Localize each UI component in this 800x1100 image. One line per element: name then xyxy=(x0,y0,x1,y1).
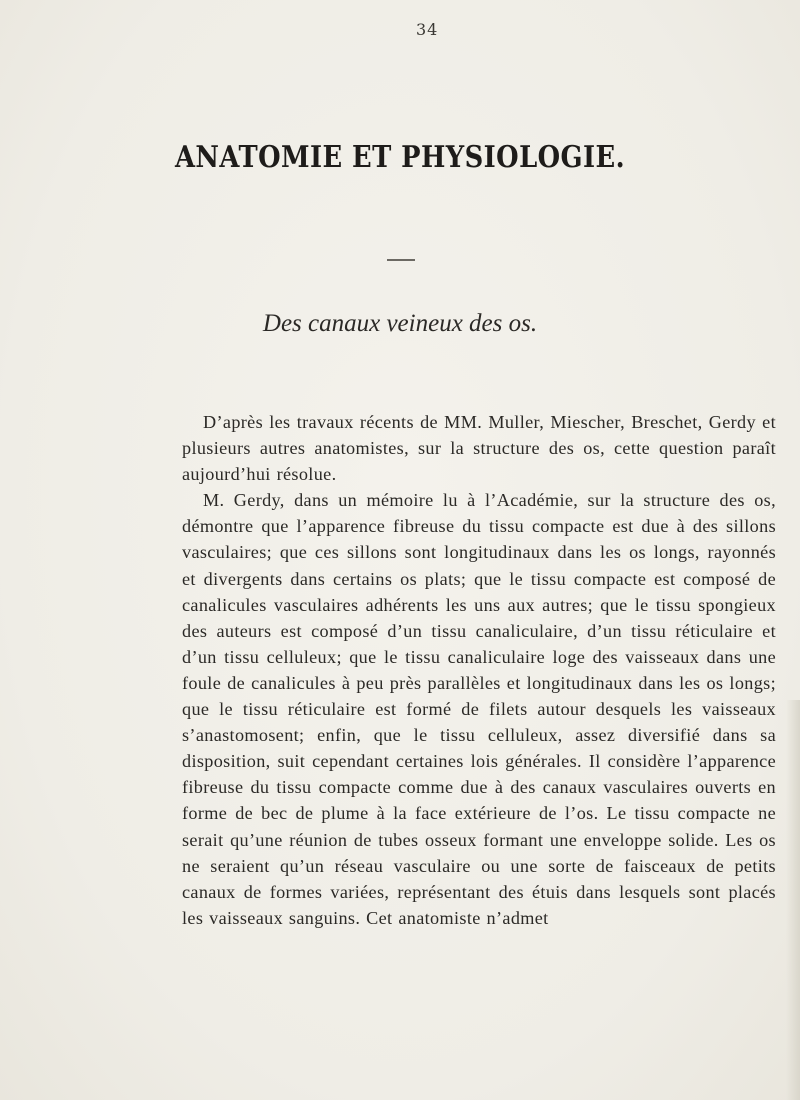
page-number: 34 xyxy=(416,20,439,39)
title-divider xyxy=(387,259,415,261)
article-body xyxy=(182,409,776,931)
article-title: Des canaux veineux des os. xyxy=(262,310,538,337)
paragraph: M. Gerdy, dans un mémoire lu à l’Académie, sur la structure des os, démontre que l’apparence fibreuse du tissu compacte est due à des sillons vasculaires; que ces sillons sont longitudinaux dans les os longs, rayonnés et divergents dans certains os plats; que le tissu compacte est composé de canalicules vasculaires adhérents les uns aux autres; que le tissu spongieux des auteurs est composé d’un tissu canaliculaire, d’un tissu réticulaire et d’un tissu celluleux; que le tissu canaliculaire loge des vaisseaux dans une foule de canalicules à peu près parallèles et longitudinaux dans les os longs; que le tissu réticulaire est formé de filets autour desquels les vaisseaux s’anastomosent; enfin, que le tissu celluleux, assez diversifié dans sa disposition, suit cependant certaines lois générales. Il considère l’apparence fibreuse du tissu compacte comme due à des canaux vasculaires ouverts en forme de bec de plume à la face extérieure de l’os. Le tissu compacte ne serait qu’une réunion de tubes osseux formant une enveloppe solide. Les os ne seraient qu’un réseau vasculaire ou une sorte de faisceaux de petits canaux de formes variées, représentant des étuis dans lesquels sont placés les vaisseaux sanguins. Cet anatomiste n’admet xyxy=(182,490,776,928)
section-title: ANATOMIE ET PHYSIOLOGIE. xyxy=(174,140,626,175)
page-edge-discoloration xyxy=(786,700,800,1100)
paragraph: D’après les travaux récents de MM. Muller, Miescher, Breschet, Gerdy et plusieurs autres anatomistes, sur la structure des os, cette question paraît aujourd’hui résolue. xyxy=(182,412,776,485)
